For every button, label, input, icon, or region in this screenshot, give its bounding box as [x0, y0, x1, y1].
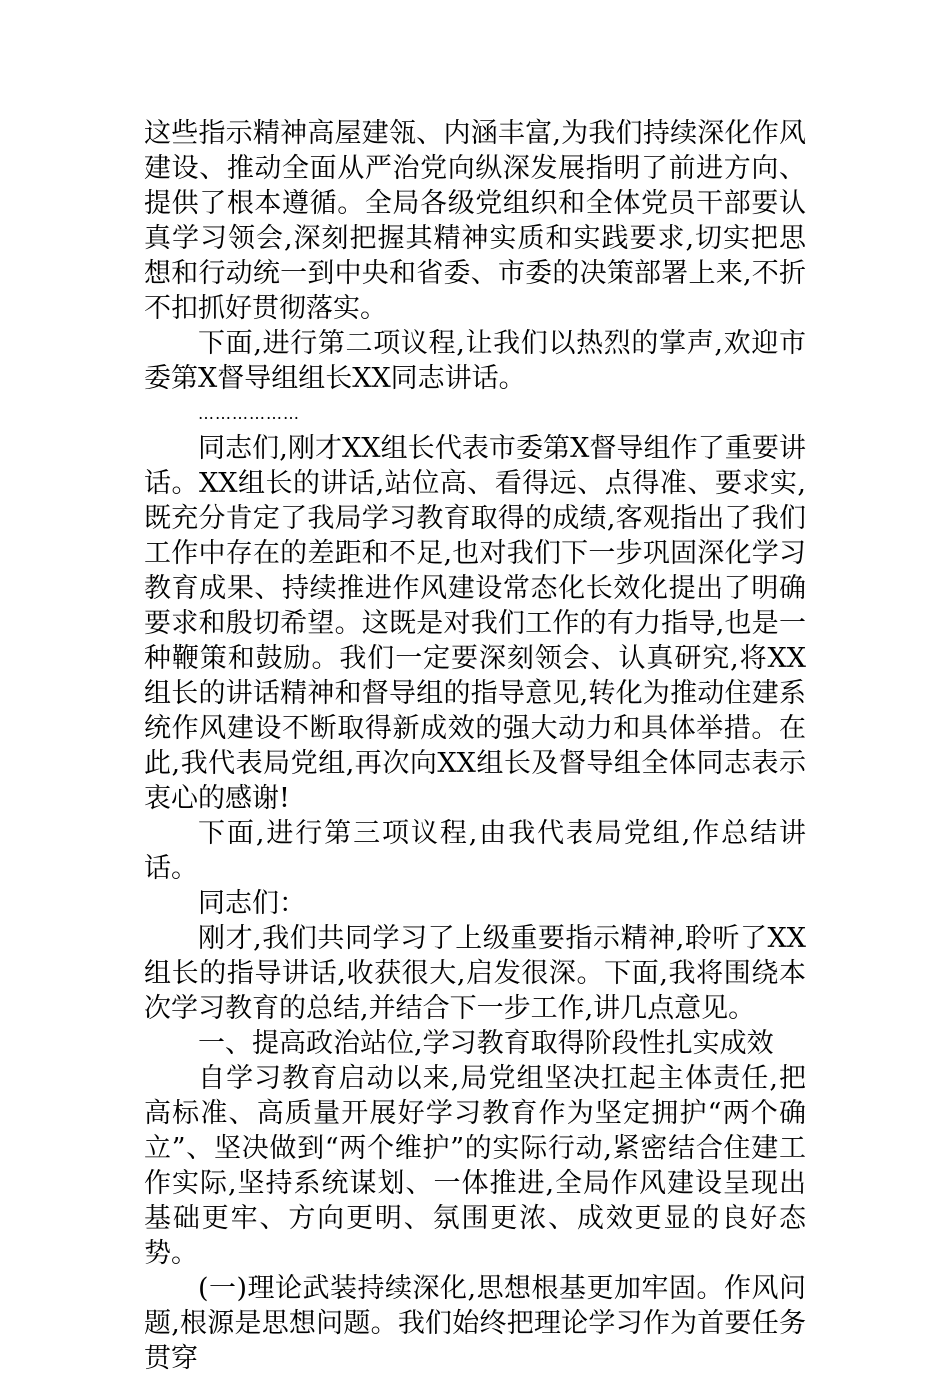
ellipsis-separator: ………………: [198, 404, 300, 423]
paragraph-thanks: 同志们,刚才XX组长代表市委第X督导组作了重要讲话。XX组长的讲话,站位高、看得远、点得准、要求实,既充分肯定了我局学习教育取得的成绩,客观指出了我们工作中存在的差距和不足,也对我们下一步巩固深化学习教育成果、持续推进作风建设常态化长效化提出了明确要求和殷切希望。这既是对我们工作的有力指导,也是一种鞭策和鼓励。我们一定要深刻领会、认真研究,将XX组长的讲话精神和督导组的指导意见,转化为推动住建系统作风建设不断取得新成效的强大动力和具体举措。在此,我代表局党组,再次向XX组长及督导组全体同志表示衷心的感谢!: [144, 433, 806, 814]
paragraph-second-agenda: 下面,进行第二项议程,让我们以热烈的掌声,欢迎市委第X督导组组长XX同志讲话。: [144, 328, 806, 394]
paragraph-intro: 刚才,我们共同学习了上级重要指示精神,聆听了XX组长的指导讲话,收获很大,启发很深。下面,我将围绕本次学习教育的总结,并结合下一步工作,讲几点意见。: [144, 923, 806, 1024]
paragraph-section-1: 自学习教育启动以来,局党组坚决扛起主体责任,把高标准、高质量开展好学习教育作为坚定拥护“两个确立”、坚决做到“两个维护”的实际行动,紧密结合住建工作实际,坚持系统谋划、一体推进,全局作风建设呈现出基础更牢、方向更明、氛围更浓、成效更显的良好态势。: [144, 1063, 806, 1269]
paragraph-third-agenda: 下面,进行第三项议程,由我代表局党组,作总结讲话。: [144, 818, 806, 884]
paragraph-continued: 这些指示精神高屋建瓴、内涵丰富,为我们持续深化作风建设、推动全面从严治党向纵深发展指明了前进方向、提供了根本遵循。全局各级党组织和全体党员干部要认真学习领会,深刻把握其精神实质和实践要求,切实把思想和行动统一到中央和省委、市委的决策部署上来,不折不扣抓好贯彻落实。: [144, 118, 806, 324]
section-heading-1: 一、提高政治站位,学习教育取得阶段性扎实成效: [198, 1028, 774, 1059]
paragraph-subsection-1: (一)理论武装持续深化,思想根基更加牢固。作风问题,根源是思想问题。我们始终把理论学习作为首要任务贯穿: [144, 1273, 806, 1374]
salutation: 同志们：: [198, 888, 306, 919]
document-page: [144, 116, 806, 1376]
